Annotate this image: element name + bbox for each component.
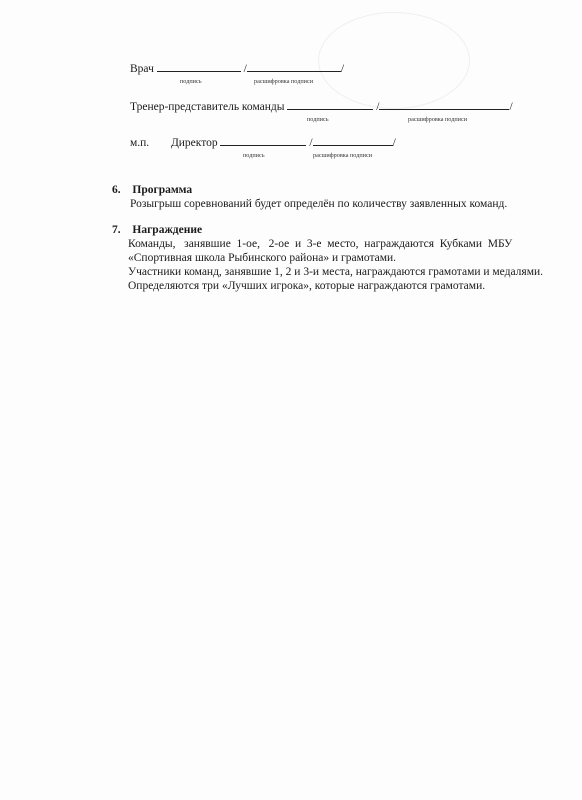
section-title: Программа	[132, 184, 193, 196]
section-7-heading	[112, 224, 202, 236]
coach-decode-line	[379, 109, 509, 110]
section-title: Награждение	[132, 224, 203, 236]
doctor-decode-caption: расшифровка подписи	[254, 78, 314, 85]
coach-sign-caption: подпись	[307, 116, 329, 123]
section-7-line: Определяются три «Лучших игрока», которые награждаются грамотами.	[128, 280, 486, 292]
coach-label: Тренер-представитель команды	[130, 101, 285, 113]
slash: /	[340, 63, 345, 75]
director-label: Директор	[170, 137, 218, 149]
section-number: 7.	[112, 224, 121, 236]
director-sign-caption: подпись	[243, 152, 265, 159]
doctor-sign-line	[157, 71, 241, 72]
slash: /	[376, 101, 380, 113]
section-7-line: Участники команд, занявшие 1, 2 и 3-и места, награждаются грамотами и медалями.	[128, 266, 544, 278]
doctor-label: Врач	[130, 63, 154, 75]
section-7-line: «Спортивная школа Рыбинского района» и грамотами.	[128, 252, 397, 264]
section-number: 6.	[112, 184, 121, 196]
doctor-decode-line	[247, 71, 341, 72]
director-sign-line	[220, 145, 306, 146]
slash: /	[243, 63, 247, 75]
director-decode-caption: расшифровка подписи	[313, 152, 373, 159]
faint-stamp-mark	[318, 12, 470, 109]
section-6-heading	[112, 184, 192, 196]
stamp-place-label: м.п.	[130, 137, 150, 149]
coach-sign-line	[287, 109, 373, 110]
section-6-line: Розыгрыш соревнований будет определён по количеству заявленных команд.	[130, 198, 508, 210]
doctor-sign-caption: подпись	[180, 78, 202, 85]
slash: /	[309, 137, 313, 149]
director-signature-row	[130, 137, 396, 149]
doctor-signature-row	[130, 63, 344, 75]
coach-signature-row	[130, 101, 513, 113]
slash: /	[392, 137, 396, 149]
coach-decode-caption: расшифровка подписи	[408, 116, 468, 123]
slash: /	[509, 101, 513, 113]
director-decode-line	[313, 145, 393, 146]
section-7-line: Команды, занявшие 1-ое, 2-ое и 3-е место, награждаются Кубками МБУ	[128, 238, 513, 250]
